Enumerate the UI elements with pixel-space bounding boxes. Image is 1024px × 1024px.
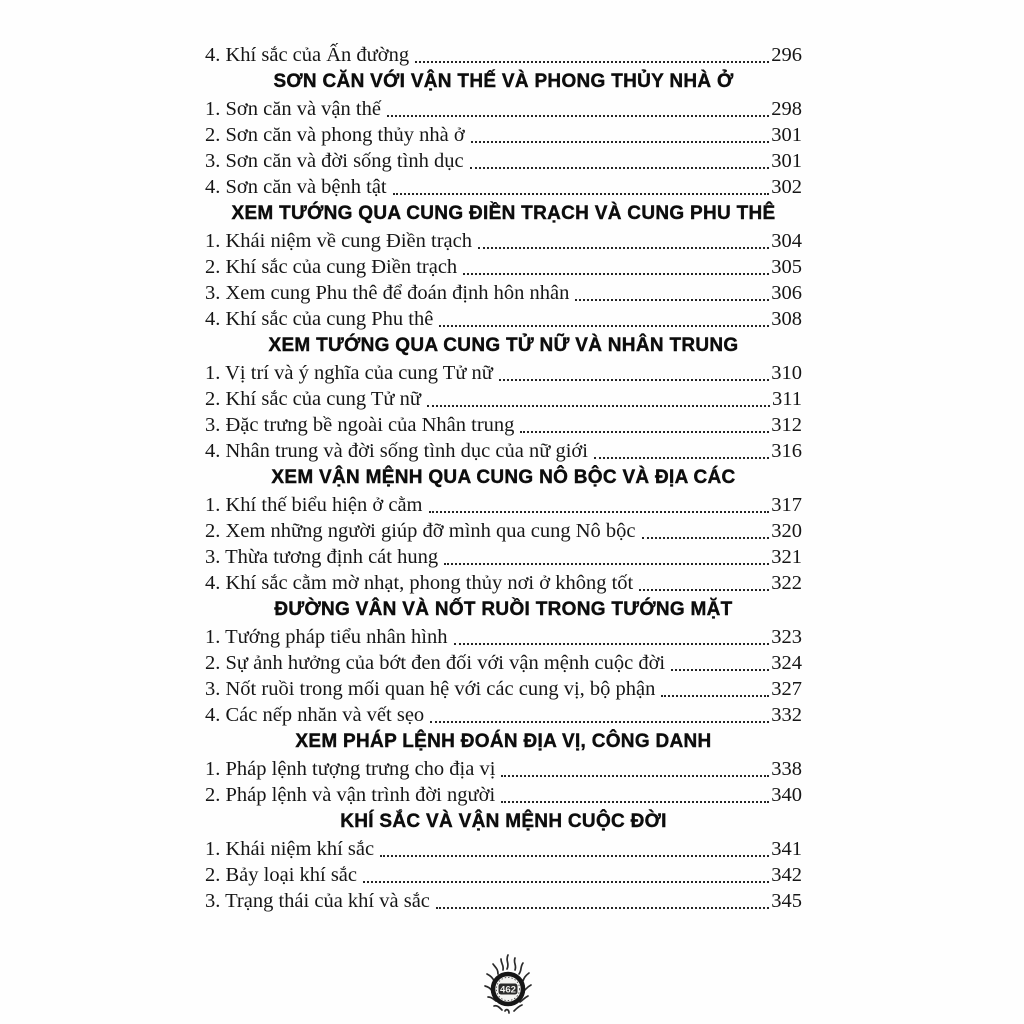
dot-leader xyxy=(363,881,769,883)
dot-leader xyxy=(415,61,769,63)
toc-item-label: 3. Nốt ruồi trong mối quan hệ với các cung vị, bộ phận xyxy=(205,678,656,700)
toc-item-label: 3. Đặc trưng bề ngoài của Nhân trung xyxy=(205,414,515,436)
toc-page-number: 304 xyxy=(771,230,802,252)
toc-row xyxy=(205,122,802,148)
dot-leader xyxy=(642,537,770,539)
toc-page-number: 332 xyxy=(771,704,802,726)
toc-item-label: 4. Khí sắc của cung Phu thê xyxy=(205,308,434,330)
section-heading: XEM TƯỚNG QUA CUNG TỬ NỮ VÀ NHÂN TRUNG xyxy=(268,335,739,356)
dot-leader xyxy=(454,643,770,645)
toc-row xyxy=(205,148,802,174)
section-heading: KHÍ SẮC VÀ VẬN MỆNH CUỘC ĐỜI xyxy=(340,811,667,832)
section-heading: XEM PHÁP LỆNH ĐOÁN ĐỊA VỊ, CÔNG DANH xyxy=(295,731,712,752)
dot-leader xyxy=(639,589,769,591)
toc-row xyxy=(205,280,802,306)
toc-page-number: 301 xyxy=(771,124,802,146)
toc-item-label: 1. Tướng pháp tiểu nhân hình xyxy=(205,626,448,648)
dot-leader xyxy=(478,247,769,249)
dot-leader xyxy=(470,167,770,169)
toc-page-number: 317 xyxy=(771,494,802,516)
toc-item-label: 1. Sơn căn và vận thế xyxy=(205,98,381,120)
dot-leader xyxy=(501,775,769,777)
toc-page-number: 327 xyxy=(771,678,802,700)
toc-row xyxy=(205,96,802,122)
emblem-page-number: 462 xyxy=(499,984,517,996)
toc-item-label: 1. Vị trí và ý nghĩa của cung Tử nữ xyxy=(205,362,493,384)
dot-leader xyxy=(387,115,769,117)
table-of-contents xyxy=(205,42,802,914)
section-heading: XEM VẬN MỆNH QUA CUNG NÔ BỘC VÀ ĐỊA CÁC xyxy=(271,467,736,488)
toc-page-number: 324 xyxy=(771,652,802,674)
toc-item-label: 2. Khí sắc của cung Tử nữ xyxy=(205,388,421,410)
toc-row xyxy=(205,756,802,782)
dot-leader xyxy=(594,457,769,459)
toc-item-label: 3. Xem cung Phu thê để đoán định hôn nhân xyxy=(205,282,570,304)
toc-page-number: 321 xyxy=(771,546,802,568)
toc-item-label: 3. Trạng thái của khí và sắc xyxy=(205,890,430,912)
dot-leader xyxy=(430,721,769,723)
dot-leader xyxy=(444,563,769,565)
toc-page-number: 310 xyxy=(771,362,802,384)
toc-page-number: 345 xyxy=(771,890,802,912)
toc-row xyxy=(205,518,802,544)
toc-row xyxy=(205,544,802,570)
toc-item-label: 4. Các nếp nhăn và vết sẹo xyxy=(205,704,425,726)
dot-leader xyxy=(575,299,769,301)
toc-row xyxy=(205,836,802,862)
toc-page-number: 308 xyxy=(771,308,802,330)
dot-leader xyxy=(393,193,770,195)
toc-page-number: 320 xyxy=(771,520,802,542)
toc-item-label: 4. Khí sắc cằm mờ nhạt, phong thủy nơi ở không tốt xyxy=(205,572,634,594)
dot-leader xyxy=(429,511,770,513)
toc-row xyxy=(205,624,802,650)
dot-leader xyxy=(380,855,769,857)
toc-page-number: 322 xyxy=(771,572,802,594)
toc-page-number: 342 xyxy=(771,864,802,886)
toc-row xyxy=(205,306,802,332)
toc-row xyxy=(205,360,802,386)
dot-leader xyxy=(471,141,770,143)
toc-item-label: 2. Sơn căn và phong thủy nhà ở xyxy=(205,124,465,146)
toc-page-number: 316 xyxy=(771,440,802,462)
toc-item-label: 2. Sự ảnh hưởng của bớt đen đối với vận mệnh cuộc đời xyxy=(205,652,666,674)
toc-page-number: 306 xyxy=(771,282,802,304)
toc-item-label: 1. Pháp lệnh tượng trưng cho địa vị xyxy=(205,758,496,780)
toc-page-number: 340 xyxy=(771,784,802,806)
toc-page-number: 341 xyxy=(771,838,802,860)
toc-row xyxy=(205,492,802,518)
toc-row xyxy=(205,570,802,596)
toc-page-number: 312 xyxy=(771,414,802,436)
toc-row xyxy=(205,702,802,728)
toc-page-number: 301 xyxy=(771,150,802,172)
toc-page-number: 338 xyxy=(771,758,802,780)
toc-item-label: 1. Khái niệm về cung Điền trạch xyxy=(205,230,472,252)
toc-item-label: 2. Bảy loại khí sắc xyxy=(205,864,358,886)
toc-page-number: 298 xyxy=(771,98,802,120)
toc-row xyxy=(205,676,802,702)
toc-item-label: 4. Sơn căn và bệnh tật xyxy=(205,176,387,198)
toc-page-number: 323 xyxy=(771,626,802,648)
toc-row xyxy=(205,862,802,888)
toc-row xyxy=(205,782,802,808)
flame-emblem-icon xyxy=(479,952,537,1018)
toc-page-number: 296 xyxy=(771,44,802,66)
toc-item-label: 2. Xem những người giúp đỡ mình qua cung Nô bộc xyxy=(205,520,636,542)
toc-page-number: 305 xyxy=(771,256,802,278)
toc-page-number: 302 xyxy=(771,176,802,198)
dot-leader xyxy=(427,405,770,407)
dot-leader xyxy=(436,907,769,909)
section-heading: XEM TƯỚNG QUA CUNG ĐIỀN TRẠCH VÀ CUNG PHU THÊ xyxy=(231,203,776,224)
dot-leader xyxy=(499,379,769,381)
toc-item-label: 2. Khí sắc của cung Điền trạch xyxy=(205,256,458,278)
dot-leader xyxy=(661,695,769,697)
toc-item-label: 3. Thừa tương định cát hung xyxy=(205,546,439,568)
dot-leader xyxy=(671,669,769,671)
toc-row xyxy=(205,254,802,280)
toc-row xyxy=(205,412,802,438)
toc-item-label: 1. Khái niệm khí sắc xyxy=(205,838,375,860)
toc-item-label: 4. Nhân trung và đời sống tình dục của nữ giới xyxy=(205,440,588,462)
section-heading: SƠN CĂN VỚI VẬN THẾ VÀ PHONG THỦY NHÀ Ở xyxy=(273,71,734,92)
dot-leader xyxy=(501,801,769,803)
toc-row xyxy=(205,42,802,68)
toc-item-label: 3. Sơn căn và đời sống tình dục xyxy=(205,150,464,172)
dot-leader xyxy=(439,325,769,327)
dot-leader xyxy=(520,431,769,433)
toc-item-label: 4. Khí sắc của Ấn đường xyxy=(205,44,410,66)
toc-row xyxy=(205,386,802,412)
toc-row xyxy=(205,228,802,254)
toc-row xyxy=(205,650,802,676)
section-heading: ĐƯỜNG VÂN VÀ NỐT RUỒI TRONG TƯỚNG MẶT xyxy=(274,599,733,620)
page-number-emblem xyxy=(479,952,537,1018)
toc-row xyxy=(205,888,802,914)
toc-row xyxy=(205,174,802,200)
toc-page-number: 311 xyxy=(772,388,802,410)
dot-leader xyxy=(463,273,769,275)
toc-item-label: 1. Khí thế biểu hiện ở cằm xyxy=(205,494,423,516)
toc-item-label: 2. Pháp lệnh và vận trình đời người xyxy=(205,784,496,806)
toc-row xyxy=(205,438,802,464)
